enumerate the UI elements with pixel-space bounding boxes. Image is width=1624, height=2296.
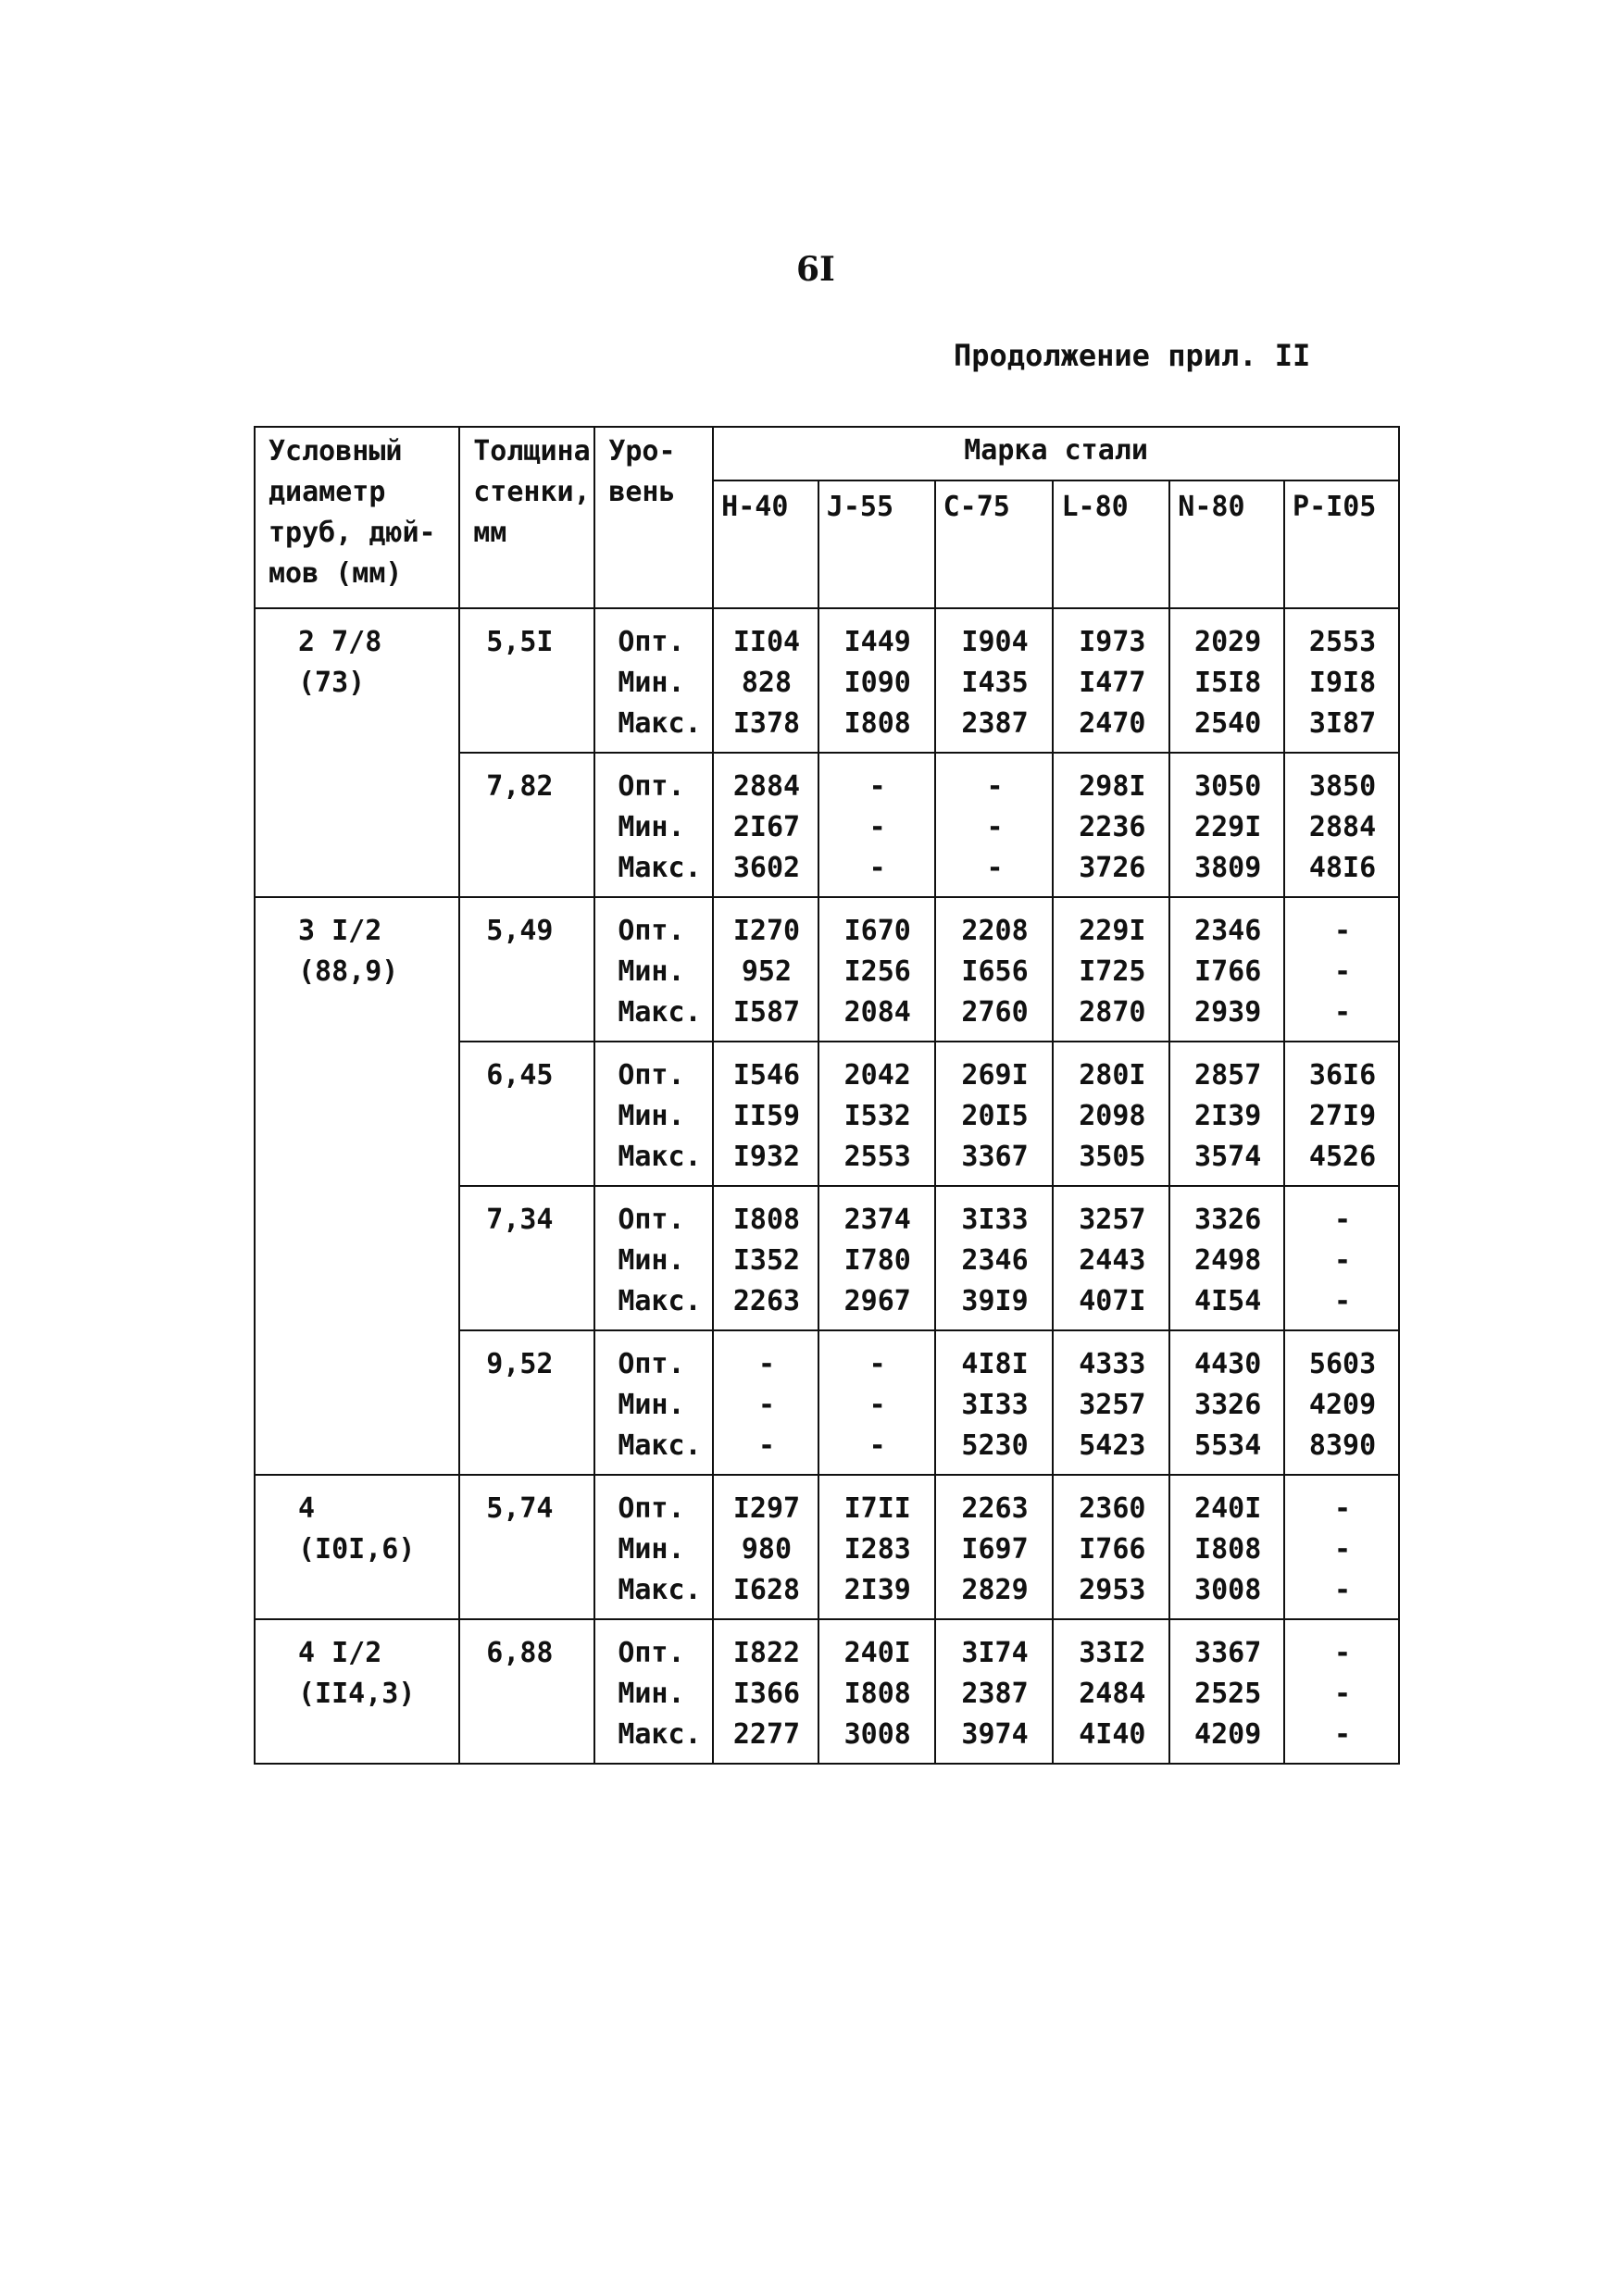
value-cell [1284, 608, 1399, 753]
value: 2760 [961, 996, 1029, 1029]
level-label: Мин. [618, 1678, 685, 1710]
value: 2470 [1079, 707, 1146, 740]
value-cell [1053, 1186, 1169, 1330]
header-thickness: Толщина стенки, мм [459, 427, 594, 608]
value: 2553 [843, 1141, 911, 1173]
value: I670 [843, 915, 911, 947]
value: 3602 [732, 852, 801, 884]
value: I822 [732, 1637, 801, 1669]
thickness-cell [459, 897, 594, 1042]
value: - [1333, 955, 1352, 988]
value: 280I [1079, 1059, 1146, 1092]
value: 240I [843, 1637, 911, 1669]
value: 3I74 [961, 1637, 1029, 1669]
value: I297 [732, 1492, 801, 1525]
header-steel-grade: Марка стали [713, 427, 1399, 480]
diameter-cell [255, 897, 459, 1475]
level-cell [594, 1186, 713, 1330]
thickness-cell [459, 1042, 594, 1186]
value: 5534 [1194, 1429, 1262, 1462]
value: 2360 [1079, 1492, 1146, 1525]
value: 2208 [961, 915, 1029, 947]
value-cell [935, 1186, 1054, 1330]
grade-header: N-80 [1169, 480, 1284, 608]
value: I435 [961, 667, 1029, 699]
value: II59 [732, 1100, 801, 1132]
level-label: Опт. [618, 626, 685, 658]
value: 3008 [843, 1718, 911, 1751]
value: - [1333, 1678, 1352, 1710]
value: 2967 [843, 1285, 911, 1317]
page-number: 6I [796, 250, 835, 289]
value: I808 [843, 707, 911, 740]
steel-grade-table [254, 426, 1400, 1765]
value: - [868, 811, 886, 843]
value-cell [935, 753, 1054, 897]
value: 2I39 [843, 1574, 911, 1606]
value-cell [1284, 1475, 1399, 1619]
value: - [1333, 1204, 1352, 1236]
value: 4430 [1194, 1348, 1262, 1380]
value: 240I [1194, 1492, 1262, 1525]
value-cell [713, 1619, 818, 1764]
value: - [1333, 915, 1352, 947]
value: I780 [843, 1244, 911, 1277]
level-label: Опт. [618, 770, 685, 803]
value-cell [935, 1330, 1054, 1475]
level-label: Макс. [618, 1574, 702, 1606]
value: 2525 [1194, 1678, 1262, 1710]
value: 407I [1079, 1285, 1146, 1317]
value: I283 [843, 1533, 911, 1566]
value-cell [1284, 1186, 1399, 1330]
value: 2029 [1194, 626, 1262, 658]
value: I352 [732, 1244, 801, 1277]
value-cell [1053, 608, 1169, 753]
value: I628 [732, 1574, 801, 1606]
thickness-cell [459, 608, 594, 753]
thickness-cell [459, 1475, 594, 1619]
level-label: Макс. [618, 1141, 702, 1173]
level-cell [594, 897, 713, 1042]
value: 3I33 [961, 1389, 1029, 1421]
level-label: Опт. [618, 1348, 685, 1380]
value: 2I39 [1194, 1100, 1262, 1132]
value-cell [1284, 1619, 1399, 1764]
value-cell [1169, 897, 1284, 1042]
thickness-cell [459, 1619, 594, 1764]
thickness-value: 7,34 [486, 1204, 554, 1236]
value: - [868, 1348, 886, 1380]
level-label: Опт. [618, 1204, 685, 1236]
value: I766 [1079, 1533, 1146, 1566]
value-cell [713, 1330, 818, 1475]
value: - [757, 1429, 775, 1462]
table-row [255, 608, 1399, 753]
value-cell [713, 1186, 818, 1330]
value: 3326 [1194, 1389, 1262, 1421]
level-label: Мин. [618, 667, 685, 699]
value-cell [713, 897, 818, 1042]
value: I449 [843, 626, 911, 658]
diameter-cell [255, 608, 459, 897]
value: 980 [741, 1533, 793, 1566]
header-diameter: Условный диаметр труб, дюй- мов (мм) [255, 427, 459, 608]
thickness-value: 5,49 [486, 915, 554, 947]
value: 4I8I [961, 1348, 1029, 1380]
value-cell [1284, 753, 1399, 897]
value: 298I [1079, 770, 1146, 803]
value: I5I8 [1194, 667, 1262, 699]
value: 2042 [843, 1059, 911, 1092]
value: - [1333, 1492, 1352, 1525]
value-cell [713, 1475, 818, 1619]
value: - [868, 852, 886, 884]
diameter-value: 4 I/2 (II4,3) [298, 1637, 416, 1710]
value: I697 [961, 1533, 1029, 1566]
value: - [986, 770, 1004, 803]
level-label: Макс. [618, 1718, 702, 1751]
diameter-value: 3 I/2 (88,9) [298, 915, 399, 988]
thickness-value: 5,5I [486, 626, 554, 658]
value: 4I54 [1194, 1285, 1262, 1317]
value: 3574 [1194, 1141, 1262, 1173]
level-label: Мин. [618, 1389, 685, 1421]
value-cell [935, 1619, 1054, 1764]
thickness-value: 9,52 [486, 1348, 554, 1380]
value: 4333 [1079, 1348, 1146, 1380]
value-cell [1169, 1475, 1284, 1619]
value-cell [818, 608, 935, 753]
value: I766 [1194, 955, 1262, 988]
level-label: Мин. [618, 1533, 685, 1566]
value-cell [818, 1042, 935, 1186]
value: - [1333, 996, 1352, 1029]
value: 20I5 [961, 1100, 1029, 1132]
thickness-value: 7,82 [486, 770, 554, 803]
value: I808 [843, 1678, 911, 1710]
grade-header: H-40 [713, 480, 818, 608]
value-cell [1169, 1330, 1284, 1475]
value: I546 [732, 1059, 801, 1092]
value: I932 [732, 1141, 801, 1173]
value: 3257 [1079, 1389, 1146, 1421]
level-label: Макс. [618, 1285, 702, 1317]
table-row [255, 1475, 1399, 1619]
value: I808 [732, 1204, 801, 1236]
value: - [868, 770, 886, 803]
level-cell [594, 608, 713, 753]
value: 229I [1079, 915, 1146, 947]
value-cell [935, 608, 1054, 753]
value-cell [713, 608, 818, 753]
value-cell [1053, 1330, 1169, 1475]
thickness-cell [459, 1186, 594, 1330]
value: I656 [961, 955, 1029, 988]
value-cell [1284, 1042, 1399, 1186]
value: 229I [1194, 811, 1262, 843]
value: 39I9 [961, 1285, 1029, 1317]
value: 3505 [1079, 1141, 1146, 1173]
value: - [757, 1348, 775, 1380]
value: 2553 [1308, 626, 1377, 658]
value-cell [1284, 1330, 1399, 1475]
value: 2884 [732, 770, 801, 803]
level-label: Опт. [618, 915, 685, 947]
thickness-cell [459, 753, 594, 897]
value: 4209 [1194, 1718, 1262, 1751]
diameter-value: 2 7/8 (73) [298, 626, 382, 699]
value: 3850 [1308, 770, 1377, 803]
value-cell [818, 1619, 935, 1764]
value: 2263 [961, 1492, 1029, 1525]
value: 5423 [1079, 1429, 1146, 1462]
value: 2I67 [732, 811, 801, 843]
value: 3I33 [961, 1204, 1029, 1236]
value: - [868, 1389, 886, 1421]
value: 3257 [1079, 1204, 1146, 1236]
value-cell [1169, 753, 1284, 897]
level-label: Макс. [618, 996, 702, 1029]
value: 2953 [1079, 1574, 1146, 1606]
value: - [986, 811, 1004, 843]
value: - [1333, 1574, 1352, 1606]
value: I7II [843, 1492, 911, 1525]
value: 33I2 [1079, 1637, 1146, 1669]
value: 269I [961, 1059, 1029, 1092]
value: I532 [843, 1100, 911, 1132]
value: 3726 [1079, 852, 1146, 884]
level-label: Мин. [618, 811, 685, 843]
value: 2443 [1079, 1244, 1146, 1277]
grade-header: C-75 [935, 480, 1054, 608]
value: - [1333, 1533, 1352, 1566]
value: 3I87 [1308, 707, 1377, 740]
value: 2870 [1079, 996, 1146, 1029]
value: 2387 [961, 1678, 1029, 1710]
value: 2884 [1308, 811, 1377, 843]
value: 2098 [1079, 1100, 1146, 1132]
grade-header: P-I05 [1284, 480, 1399, 608]
value: - [986, 852, 1004, 884]
value-cell [818, 897, 935, 1042]
value: I477 [1079, 667, 1146, 699]
thickness-cell [459, 1330, 594, 1475]
value: 2277 [732, 1718, 801, 1751]
value-cell [935, 897, 1054, 1042]
value: I256 [843, 955, 911, 988]
level-label: Макс. [618, 1429, 702, 1462]
thickness-value: 6,88 [486, 1637, 554, 1669]
value: 8390 [1308, 1429, 1377, 1462]
value: 3974 [961, 1718, 1029, 1751]
diameter-cell [255, 1475, 459, 1619]
value: 2346 [961, 1244, 1029, 1277]
value: 2857 [1194, 1059, 1262, 1092]
value: 5603 [1308, 1348, 1377, 1380]
value: 828 [741, 667, 793, 699]
level-cell [594, 753, 713, 897]
value: 2829 [961, 1574, 1029, 1606]
value: - [1333, 1637, 1352, 1669]
value: - [757, 1389, 775, 1421]
value: 952 [741, 955, 793, 988]
value: 3809 [1194, 852, 1262, 884]
value: 2939 [1194, 996, 1262, 1029]
diameter-cell [255, 1619, 459, 1764]
level-label: Макс. [618, 707, 702, 740]
value: 48I6 [1308, 852, 1377, 884]
value-cell [1169, 1042, 1284, 1186]
value: 2263 [732, 1285, 801, 1317]
value: 5230 [961, 1429, 1029, 1462]
diameter-value: 4 (I0I,6) [298, 1492, 416, 1566]
table-row [255, 897, 1399, 1042]
value: 3050 [1194, 770, 1262, 803]
value-cell [818, 1330, 935, 1475]
value: 36I6 [1308, 1059, 1377, 1092]
value: 2498 [1194, 1244, 1262, 1277]
value: I973 [1079, 626, 1146, 658]
table-body [255, 608, 1399, 1764]
grade-header: J-55 [818, 480, 935, 608]
value-cell [818, 753, 935, 897]
value-cell [818, 1475, 935, 1619]
value: I808 [1194, 1533, 1262, 1566]
value: 3367 [1194, 1637, 1262, 1669]
value: 4I40 [1079, 1718, 1146, 1751]
grade-header: L-80 [1053, 480, 1169, 608]
value: 2374 [843, 1204, 911, 1236]
value: 2540 [1194, 707, 1262, 740]
level-cell [594, 1330, 713, 1475]
level-label: Мин. [618, 1100, 685, 1132]
value: - [1333, 1718, 1352, 1751]
value: I366 [732, 1678, 801, 1710]
thickness-value: 5,74 [486, 1492, 554, 1525]
value: I725 [1079, 955, 1146, 988]
value-cell [1053, 897, 1169, 1042]
level-label: Макс. [618, 852, 702, 884]
value-cell [1284, 897, 1399, 1042]
value: 2236 [1079, 811, 1146, 843]
value-cell [1053, 1475, 1169, 1619]
value: 2387 [961, 707, 1029, 740]
value: I904 [961, 626, 1029, 658]
value: II04 [732, 626, 801, 658]
value: 3008 [1194, 1574, 1262, 1606]
value: 2084 [843, 996, 911, 1029]
value: 3326 [1194, 1204, 1262, 1236]
value-cell [1053, 1042, 1169, 1186]
level-label: Опт. [618, 1637, 685, 1669]
level-label: Мин. [618, 1244, 685, 1277]
value-cell [713, 1042, 818, 1186]
value-cell [1169, 1186, 1284, 1330]
continuation-caption: Продолжение прил. II [954, 338, 1311, 373]
level-cell [594, 1042, 713, 1186]
value: I270 [732, 915, 801, 947]
value: 4209 [1308, 1389, 1377, 1421]
table-row [255, 1619, 1399, 1764]
value-cell [935, 1042, 1054, 1186]
value-cell [1169, 1619, 1284, 1764]
value: I378 [732, 707, 801, 740]
value: I090 [843, 667, 911, 699]
value: - [1333, 1244, 1352, 1277]
value: 4526 [1308, 1141, 1377, 1173]
level-label: Опт. [618, 1059, 685, 1092]
thickness-value: 6,45 [486, 1059, 554, 1092]
value: 2346 [1194, 915, 1262, 947]
value-cell [935, 1475, 1054, 1619]
value: 27I9 [1308, 1100, 1377, 1132]
level-label: Опт. [618, 1492, 685, 1525]
level-cell [594, 1475, 713, 1619]
value: 3367 [961, 1141, 1029, 1173]
value-cell [1053, 753, 1169, 897]
value: I587 [732, 996, 801, 1029]
value: I9I8 [1308, 667, 1377, 699]
value-cell [1053, 1619, 1169, 1764]
level-label: Мин. [618, 955, 685, 988]
value-cell [1169, 608, 1284, 753]
value-cell [713, 753, 818, 897]
value: - [1333, 1285, 1352, 1317]
level-cell [594, 1619, 713, 1764]
value: - [868, 1429, 886, 1462]
value: 2484 [1079, 1678, 1146, 1710]
value-cell [818, 1186, 935, 1330]
header-level: Уро- вень [594, 427, 713, 608]
